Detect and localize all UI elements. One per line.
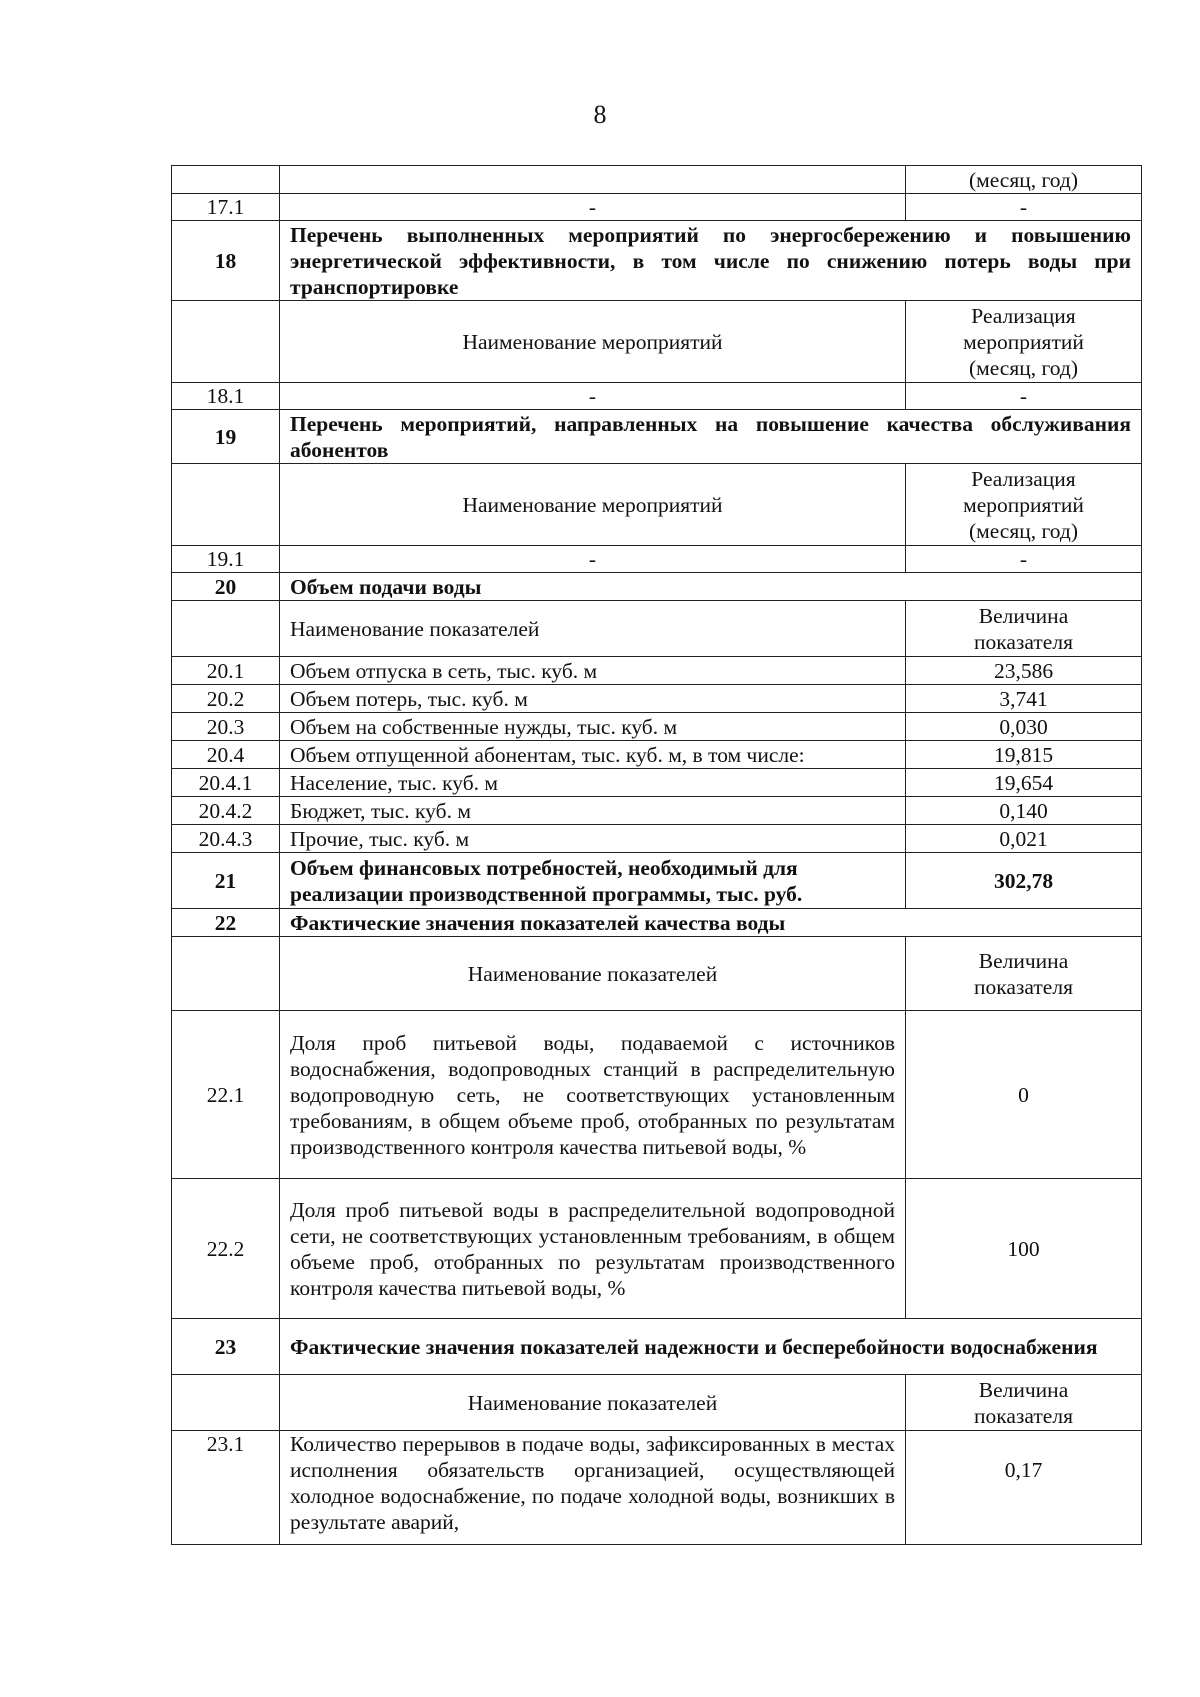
row-value-cell: 23,586	[906, 657, 1142, 685]
header-line: Величина	[978, 603, 1069, 628]
header-line: показателя	[974, 1403, 1073, 1428]
row-number-cell	[172, 937, 280, 1011]
header-row	[172, 937, 1142, 1011]
section-row	[172, 573, 1142, 601]
row-name-cell: Прочие, тыс. куб. м	[280, 825, 906, 853]
row-name-cell: Доля проб питьевой воды, подаваемой с источников водоснабжения, водопроводных станций в распределительную водопроводную сеть, не соответствующих установленным требованиям, в общем объеме проб, отобранных по результатам производственного контроля качества питьевой воды, %	[280, 1011, 906, 1179]
section-title: Объем финансовых потребностей, необходимый для реализации производственной программы, тыс. руб.	[280, 853, 906, 909]
row-name-cell: Объем на собственные нужды, тыс. куб. м	[280, 713, 906, 741]
table-row	[172, 546, 1142, 573]
production-program-table	[171, 165, 1142, 1545]
section-title: Перечень мероприятий, направленных на повышение качества обслуживания абонентов	[280, 410, 1142, 464]
column-header-value	[906, 301, 1142, 383]
header-line: Реализация	[971, 303, 1076, 328]
column-header-name: Наименование показателей	[280, 1375, 906, 1431]
table-row	[172, 797, 1142, 825]
section-row	[172, 909, 1142, 937]
row-number-cell: 17.1	[172, 194, 280, 221]
column-header-value	[906, 601, 1142, 657]
header-row	[172, 464, 1142, 546]
row-number-cell: 22.1	[172, 1011, 280, 1179]
page-number: 8	[593, 100, 607, 129]
row-number-cell: 20.4.3	[172, 825, 280, 853]
table-row	[172, 1011, 1142, 1179]
row-name-cell: Бюджет, тыс. куб. м	[280, 797, 906, 825]
row-value-cell: 19,815	[906, 741, 1142, 769]
row-name-cell	[280, 166, 906, 194]
row-value-cell: 3,741	[906, 685, 1142, 713]
row-name-cell: Доля проб питьевой воды в распределительной водопроводной сети, не соответствующих установленным требованиям, в общем объеме проб, отобранных по результатам производственного контроля качества питьевой воды, %	[280, 1179, 906, 1319]
table-row	[172, 194, 1142, 221]
row-number-cell: 20.3	[172, 713, 280, 741]
row-name-cell: Количество перерывов в подаче воды, зафиксированных в местах исполнения обязательств организацией, осуществляющей холодное водоснабжение, по подаче холодной воды, возникших в результате аварий,	[280, 1431, 906, 1545]
section-number: 20	[172, 573, 280, 601]
row-value-cell: 19,654	[906, 769, 1142, 797]
table-row	[172, 769, 1142, 797]
section-row	[172, 1319, 1142, 1375]
row-name-cell: Население, тыс. куб. м	[280, 769, 906, 797]
column-header-name: Наименование мероприятий	[280, 464, 906, 546]
table-row	[172, 741, 1142, 769]
header-row	[172, 601, 1142, 657]
row-number-cell	[172, 166, 280, 194]
section-number: 22	[172, 909, 280, 937]
header-line: (месяц, год)	[968, 355, 1079, 380]
section-number: 18	[172, 221, 280, 301]
section-row	[172, 221, 1142, 301]
row-value-cell: 0	[906, 1011, 1142, 1179]
section-title: Фактические значения показателей качества воды	[280, 909, 1142, 937]
header-line: Величина	[978, 1377, 1069, 1402]
table-row	[172, 685, 1142, 713]
row-name-cell: Объем отпущенной абонентам, тыс. куб. м, в том числе:	[280, 741, 906, 769]
section-title: Объем подачи воды	[280, 573, 1142, 601]
table-row	[172, 825, 1142, 853]
header-line: показателя	[974, 974, 1073, 999]
row-name-cell: Объем отпуска в сеть, тыс. куб. м	[280, 657, 906, 685]
row-number-cell	[172, 301, 280, 383]
column-header-value	[906, 937, 1142, 1011]
header-line: (месяц, год)	[968, 518, 1079, 543]
column-header-name: Наименование показателей	[280, 937, 906, 1011]
row-name-cell: -	[280, 546, 906, 573]
table-row	[172, 657, 1142, 685]
header-line: Реализация	[971, 466, 1076, 491]
row-number-cell: 23.1	[172, 1431, 280, 1545]
row-number-cell: 19.1	[172, 546, 280, 573]
column-header-value	[906, 464, 1142, 546]
table-row	[172, 1431, 1142, 1545]
row-number-cell	[172, 464, 280, 546]
row-number-cell	[172, 601, 280, 657]
row-value-cell: -	[906, 546, 1142, 573]
row-value-cell: -	[906, 383, 1142, 410]
section-row	[172, 410, 1142, 464]
section-number: 21	[172, 853, 280, 909]
header-line: показателя	[974, 629, 1073, 654]
row-number-cell: 20.4.2	[172, 797, 280, 825]
row-number-cell: 20.1	[172, 657, 280, 685]
header-line: Величина	[978, 948, 1069, 973]
row-number-cell: 20.4	[172, 741, 280, 769]
section-title: Фактические значения показателей надежности и бесперебойности водоснабжения	[280, 1319, 1142, 1375]
row-name-cell: Объем потерь, тыс. куб. м	[280, 685, 906, 713]
section-number: 23	[172, 1319, 280, 1375]
section-number: 19	[172, 410, 280, 464]
row-value-cell: (месяц, год)	[906, 166, 1142, 194]
header-row	[172, 1375, 1142, 1431]
table-row	[172, 166, 1142, 194]
row-name-cell: -	[280, 194, 906, 221]
row-value-cell: -	[906, 194, 1142, 221]
section-value: 302,78	[906, 853, 1142, 909]
row-value-cell: 0,17	[906, 1431, 1142, 1545]
row-number-cell	[172, 1375, 280, 1431]
header-line: мероприятий	[963, 329, 1084, 354]
header-row	[172, 301, 1142, 383]
row-name-cell: -	[280, 383, 906, 410]
table-row	[172, 1179, 1142, 1319]
row-number-cell: 20.2	[172, 685, 280, 713]
row-value-cell: 0,030	[906, 713, 1142, 741]
row-number-cell: 22.2	[172, 1179, 280, 1319]
row-value-cell: 0,021	[906, 825, 1142, 853]
section-title: Перечень выполненных мероприятий по энергосбережению и повышению энергетической эффективности, в том числе по снижению потерь воды при транспортировке	[280, 221, 1142, 301]
table-row	[172, 383, 1142, 410]
row-number-cell: 18.1	[172, 383, 280, 410]
header-line: мероприятий	[963, 492, 1084, 517]
column-header-value	[906, 1375, 1142, 1431]
table-row	[172, 713, 1142, 741]
row-number-cell: 20.4.1	[172, 769, 280, 797]
column-header-name: Наименование мероприятий	[280, 301, 906, 383]
column-header-name: Наименование показателей	[280, 601, 906, 657]
row-value-cell: 100	[906, 1179, 1142, 1319]
row-value-cell: 0,140	[906, 797, 1142, 825]
section-row	[172, 853, 1142, 909]
